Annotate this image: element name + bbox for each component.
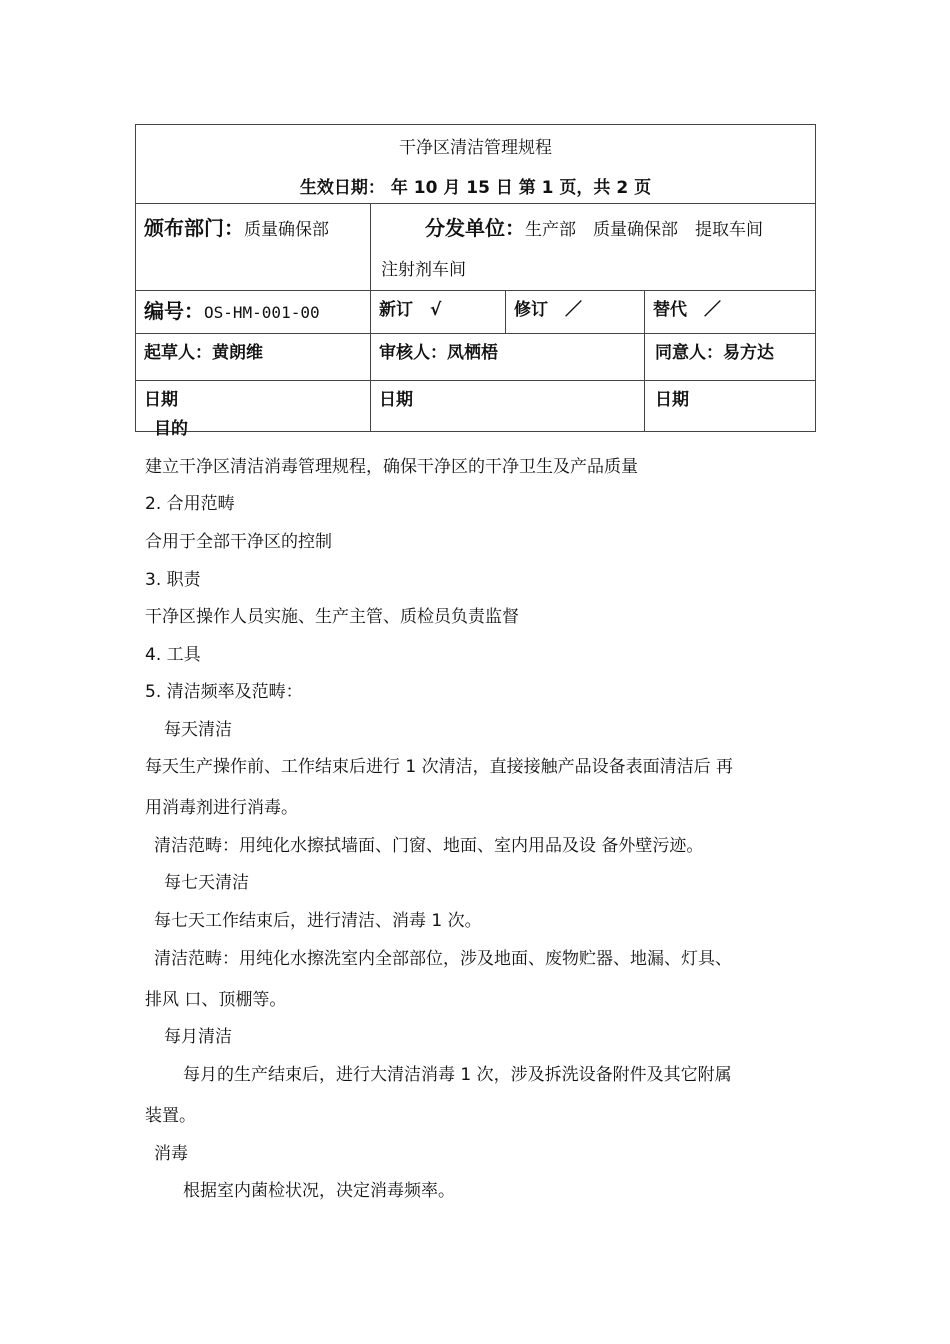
approver: 同意人：易方达 — [645, 334, 816, 381]
reviewer: 审核人：凤栖梧 — [371, 334, 645, 381]
reviewer-date: 日期 — [371, 381, 645, 432]
section-duty-heading: 3. 职责 — [145, 570, 201, 590]
issuing-dept-cell — [136, 204, 371, 291]
header-table — [135, 124, 816, 432]
effective-date: 生效日期： 年 10 月 15 日 第 1 页，共 2 页 — [136, 171, 816, 204]
drafter: 起草人：黄朗维 — [136, 334, 371, 381]
section-frequency-heading: 5. 清洁频率及范畴： — [145, 682, 303, 702]
approver-date: 日期 — [645, 381, 816, 432]
monthly-clean-text-2: 装置。 — [145, 1106, 196, 1126]
new-status: 新订 √ — [371, 291, 506, 334]
distribution-label: 分发单位： — [425, 216, 525, 240]
scope-text: 合用于全部干净区的控制 — [145, 532, 332, 552]
section-purpose-heading: 目的 — [154, 419, 188, 439]
distribution-cell — [371, 204, 816, 291]
monthly-clean-heading: 每月清洁 — [164, 1027, 232, 1047]
issuing-dept-label: 颁布部门： — [144, 216, 244, 240]
section-scope-heading: 2. 合用范畴 — [145, 494, 235, 514]
duty-text: 干净区操作人员实施、生产主管、质检员负责监督 — [145, 607, 519, 627]
code-label: 编号： — [144, 299, 204, 323]
distribution-value-2: 注射剂车间 — [381, 260, 466, 280]
replace-status: 替代 ／ — [645, 291, 816, 334]
monthly-clean-text-1: 每月的生产结束后，进行大清洁消毒 1 次，涉及拆洗设备附件及其它附属 — [183, 1065, 732, 1085]
daily-clean-text-1: 每天生产操作前、工作结束后进行 1 次清洁，直接接触产品设备表面清洁后 再 — [145, 757, 734, 777]
issuing-dept-value: 质量确保部 — [244, 220, 329, 240]
disinfection-heading: 消毒 — [154, 1144, 188, 1164]
disinfection-text: 根据室内菌检状况，决定消毒频率。 — [183, 1181, 455, 1201]
weekly-clean-scope-2: 排风 口、顶棚等。 — [145, 990, 287, 1010]
weekly-clean-heading: 每七天清洁 — [164, 873, 249, 893]
code-cell — [136, 291, 371, 334]
daily-clean-scope: 清洁范畴：用纯化水擦拭墙面、门窗、地面、室内用品及设 备外壁污迹。 — [154, 836, 704, 856]
drafter-date: 日期 — [136, 381, 371, 432]
daily-clean-text-2: 用消毒剂进行消毒。 — [145, 798, 298, 818]
section-tools-heading: 4. 工具 — [145, 645, 201, 665]
distribution-value: 生产部 质量确保部 提取车间 — [525, 220, 763, 240]
weekly-clean-text: 每七天工作结束后，进行清洁、消毒 1 次。 — [154, 911, 482, 931]
revise-status: 修订 ／ — [506, 291, 645, 334]
document-title: 干净区清洁管理规程 — [136, 125, 816, 172]
code-value: OS-HM-001-00 — [204, 303, 320, 322]
daily-clean-heading: 每天清洁 — [164, 720, 232, 740]
purpose-text: 建立干净区清洁消毒管理规程，确保干净区的干净卫生及产品质量 — [145, 457, 638, 477]
weekly-clean-scope-1: 清洁范畴：用纯化水擦洗室内全部部位，涉及地面、废物贮器、地漏、灯具、 — [154, 949, 732, 969]
